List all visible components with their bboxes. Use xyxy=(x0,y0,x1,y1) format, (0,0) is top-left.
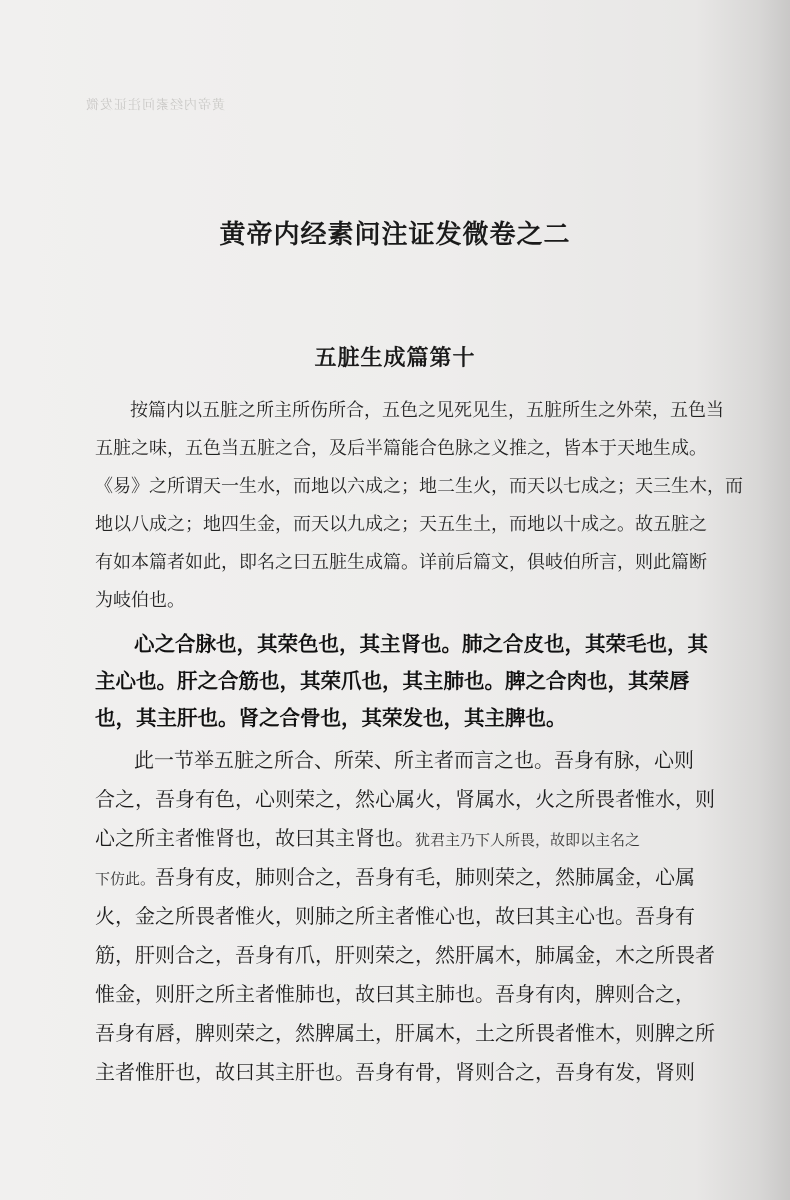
intro-line: 为岐伯也。 xyxy=(95,590,185,611)
classic-line: 主心也。肝之合筋也，其荣爪也，其主肺也。脾之合肉也，其荣唇 xyxy=(95,669,690,693)
commentary-line: 火，金之所畏者惟火，则肺之所主者惟心也，故曰其主心也。吾身有 xyxy=(95,904,695,928)
bleed-through-header: 黄帝内经素问注证发微 xyxy=(85,98,226,113)
commentary-line: 筋，肝则合之，吾身有爪，肝则荣之，然肝属木，肺属金，木之所畏者 xyxy=(95,943,715,967)
classic-line: 也，其主肝也。肾之合骨也，其荣发也，其主脾也。 xyxy=(95,706,567,730)
intro-line: 地以八成之；地四生金，而天以九成之；天五生土，而地以十成之。故五脏之 xyxy=(95,514,707,535)
commentary-note: 犹君主乃下人所畏，故即以主名之 xyxy=(415,831,641,849)
intro-line: 《易》之所谓天一生水，而地以六成之；地二生火，而天以七成之；天三生木，而 xyxy=(95,476,743,497)
commentary-text: 心之所主者惟肾也，故曰其主肾也。 xyxy=(95,826,415,850)
commentary-line: 惟金，则肝之所主者惟肺也，故曰其主肺也。吾身有肉，脾则合之， xyxy=(95,982,695,1006)
intro-line: 有如本篇者如此，即名之曰五脏生成篇。详前后篇文，俱岐伯所言，则此篇断 xyxy=(95,552,707,573)
commentary-line xyxy=(95,828,640,848)
classic-line: 心之合脉也，其荣色也，其主肾也。肺之合皮也，其荣毛也，其 xyxy=(134,632,708,656)
commentary-note: 下仿此。 xyxy=(95,870,156,888)
commentary-line: 吾身有唇，脾则荣之，然脾属土，肝属木，土之所畏者惟木，则脾之所 xyxy=(95,1021,715,1045)
intro-line: 五脏之味，五色当五脏之合，及后半篇能合色脉之义推之，皆本于天地生成。 xyxy=(95,438,707,459)
commentary-line: 主者惟肝也，故曰其主肝也。吾身有骨，肾则合之，吾身有发，肾则 xyxy=(95,1060,695,1084)
commentary-text: 吾身有皮，肺则合之，吾身有毛，肺则荣之，然肺属金，心属 xyxy=(155,865,696,889)
volume-title: 黄帝内经素问注证发微卷之二 xyxy=(219,220,571,250)
intro-line: 按篇内以五脏之所主所伤所合，五色之见死见生，五脏所生之外荣，五色当 xyxy=(130,400,724,421)
commentary-line: 合之，吾身有色，心则荣之，然心属火，肾属水，火之所畏者惟水，则 xyxy=(95,787,715,811)
commentary-line xyxy=(95,867,695,887)
chapter-title: 五脏生成篇第十 xyxy=(314,346,476,371)
commentary-line: 此一节举五脏之所合、所荣、所主者而言之也。吾身有脉，心则 xyxy=(134,748,694,772)
